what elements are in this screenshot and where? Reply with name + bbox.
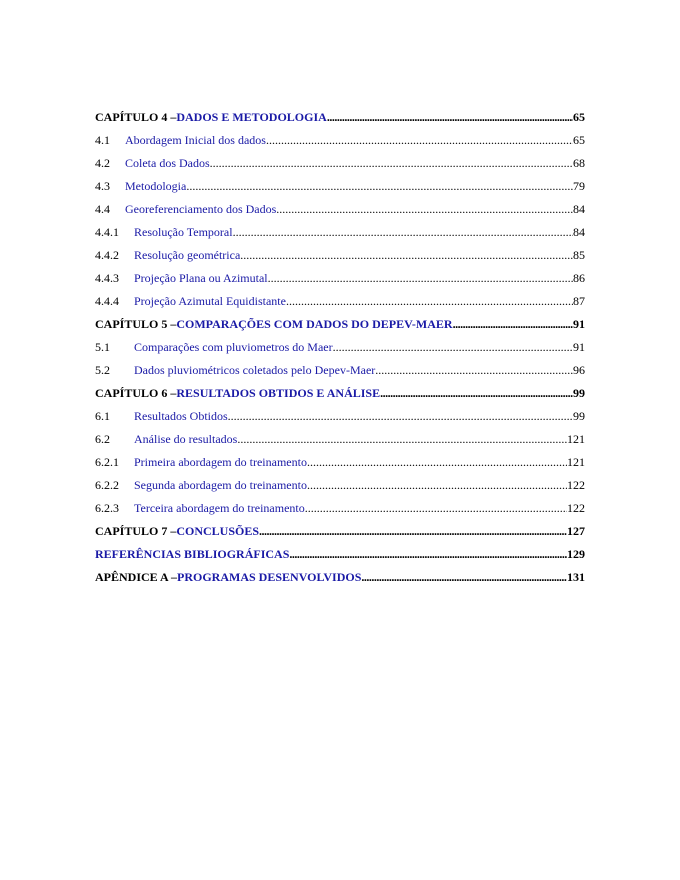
toc-dot-leader [327,109,573,126]
toc-dot-leader [375,362,573,379]
toc-dot-leader [289,546,567,563]
toc-dot-leader [453,316,573,333]
toc-entry-title[interactable]: Resolução geométrica [134,248,241,262]
toc-dot-leader [233,224,573,241]
toc-entry-title[interactable]: Primeira abordagem do treinamento [134,455,307,469]
toc-section-entry[interactable] [95,431,585,454]
toc-entry-title[interactable]: Análise do resultados [134,432,238,446]
toc-chapter-entry[interactable] [95,385,585,408]
toc-page-number: 99 [573,386,585,400]
toc-entry-title[interactable]: Abordagem Inicial dos dados [125,133,266,147]
toc-entry-title[interactable]: RESULTADOS OBTIDOS E ANÁLISE [176,386,381,400]
toc-dot-leader [266,132,573,149]
toc-section-number: 4.4.4 [95,294,119,308]
toc-section-number: 5.2 [95,363,110,377]
toc-page-number: 87 [573,294,585,308]
toc-entry-title[interactable]: Georeferenciamento dos Dados [125,202,277,216]
toc-dot-leader [361,569,567,586]
toc-page-number: 65 [573,110,585,124]
toc-dot-leader [186,178,573,195]
toc-section-number: 6.2.1 [95,455,119,469]
toc-section-entry[interactable] [95,500,585,523]
toc-section-entry[interactable] [95,362,585,385]
toc-page-number: 121 [567,432,585,446]
table-of-contents [95,109,585,592]
toc-entry-title[interactable]: Resolução Temporal [134,225,233,239]
toc-section-entry[interactable] [95,247,585,270]
toc-chapter-entry[interactable] [95,546,585,569]
toc-entry-title[interactable]: Dados pluviométricos coletados pelo Depev-Maer [134,363,376,377]
toc-entry-title[interactable]: PROGRAMAS DESENVOLVIDOS [177,570,362,584]
toc-chapter-entry[interactable] [95,523,585,546]
toc-section-number: 6.2.3 [95,501,119,515]
toc-section-number: 4.4.3 [95,271,119,285]
toc-entry-title[interactable]: Terceira abordagem do treinamento [134,501,305,515]
toc-section-number: 6.2.2 [95,478,119,492]
toc-entry-title[interactable]: Segunda abordagem do treinamento [134,478,307,492]
toc-dot-leader [286,293,573,310]
toc-chapter-prefix: CAPÍTULO 7 – [95,524,177,538]
toc-section-entry[interactable] [95,477,585,500]
toc-page-number: 91 [573,340,585,354]
toc-section-entry[interactable] [95,270,585,293]
toc-section-number: 4.4.2 [95,248,119,262]
toc-entry-title[interactable]: COMPARAÇÕES COM DADOS DO DEPEV-MAER [176,317,453,331]
toc-section-entry[interactable] [95,155,585,178]
toc-dot-leader [307,454,567,471]
toc-dot-leader [228,408,573,425]
toc-section-entry[interactable] [95,293,585,316]
toc-page-number: 86 [573,271,585,285]
toc-dot-leader [333,339,573,356]
toc-entry-title[interactable]: Comparações com pluviometros do Maer [134,340,333,354]
toc-chapter-prefix: CAPÍTULO 6 – [95,386,177,400]
toc-entry-title[interactable]: Metodologia [125,179,187,193]
toc-entry-title[interactable]: DADOS E METODOLOGIA [176,110,327,124]
toc-section-number: 4.3 [95,179,110,193]
toc-page-number: 68 [573,156,585,170]
toc-section-number: 4.1 [95,133,110,147]
toc-dot-leader [240,247,573,264]
toc-section-number: 4.4 [95,202,110,216]
toc-page-number: 84 [573,202,585,216]
toc-entry-title[interactable]: Coleta dos Dados [125,156,210,170]
toc-page-number: 84 [573,225,585,239]
toc-chapter-entry[interactable] [95,316,585,339]
toc-dot-leader [276,201,573,218]
toc-dot-leader [380,385,573,402]
toc-chapter-entry[interactable] [95,109,585,132]
toc-chapter-prefix: CAPÍTULO 5 – [95,317,177,331]
toc-section-entry[interactable] [95,339,585,362]
toc-dot-leader [307,477,567,494]
toc-entry-title[interactable]: CONCLUSÕES [176,524,260,538]
toc-page-number: 129 [567,547,585,561]
toc-section-entry[interactable] [95,454,585,477]
toc-page-number: 65 [573,133,585,147]
toc-entry-title[interactable]: Projeção Azimutal Equidistante [134,294,286,308]
toc-dot-leader [210,155,573,172]
toc-entry-title[interactable]: Resultados Obtidos [134,409,228,423]
toc-page-number: 91 [573,317,585,331]
toc-page-number: 121 [567,455,585,469]
toc-section-number: 4.4.1 [95,225,119,239]
toc-chapter-prefix: CAPÍTULO 4 – [95,110,177,124]
toc-section-entry[interactable] [95,178,585,201]
toc-section-entry[interactable] [95,224,585,247]
toc-page-number: 131 [567,570,585,584]
toc-section-entry[interactable] [95,408,585,431]
toc-section-number: 4.2 [95,156,110,170]
toc-page-number: 122 [567,501,585,515]
toc-page-number: 122 [567,478,585,492]
toc-page-number: 79 [573,179,585,193]
toc-page-number: 127 [567,524,585,538]
toc-dot-leader [259,523,567,540]
toc-section-entry[interactable] [95,132,585,155]
toc-chapter-entry[interactable] [95,569,585,592]
toc-entry-title[interactable]: REFERÊNCIAS BIBLIOGRÁFICAS [95,547,290,561]
toc-dot-leader [305,500,567,517]
toc-dot-leader [268,270,573,287]
toc-section-number: 6.1 [95,409,110,423]
toc-page-number: 99 [573,409,585,423]
toc-page-number: 85 [573,248,585,262]
toc-section-entry[interactable] [95,201,585,224]
toc-entry-title[interactable]: Projeção Plana ou Azimutal [134,271,268,285]
toc-chapter-prefix: APÊNDICE A – [95,570,178,584]
toc-section-number: 5.1 [95,340,110,354]
toc-page-number: 96 [573,363,585,377]
toc-section-number: 6.2 [95,432,110,446]
toc-dot-leader [237,431,567,448]
